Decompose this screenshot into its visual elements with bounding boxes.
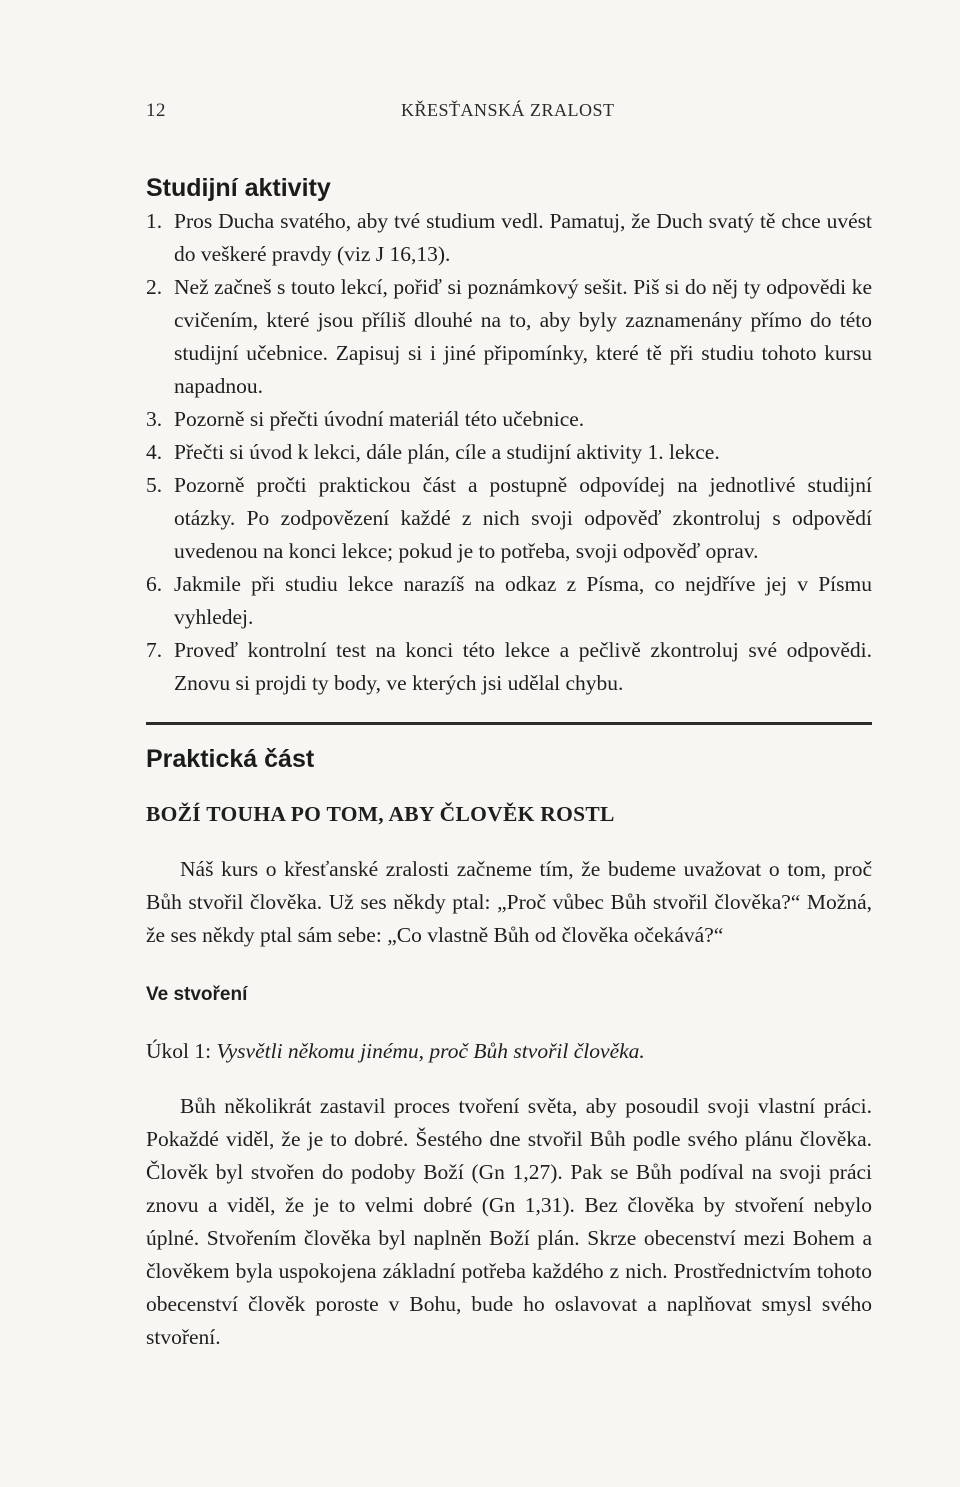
task-label: Úkol 1: [146, 1039, 217, 1063]
page-content [146, 172, 872, 1354]
task-paragraph [146, 1035, 872, 1068]
item-number: 4. [146, 440, 163, 464]
item-number: 6. [146, 572, 163, 596]
item-text: Jakmile při studiu lekce narazíš na odkaz z Písma, co nejdříve jej v Písmu vyhledej. [174, 572, 872, 629]
study-activities-heading: Studijní aktivity [146, 174, 331, 202]
body-paragraph: Bůh několikrát zastavil proces tvoření světa, aby posoudil svoji vlastní práci. Pokaždé viděl, že je to dobré. Šestého dne stvořil Bůh podle svého plánu člověka. Člověk byl stvořen do podoby Boží (Gn 1,27). Pak se Bůh podíval na svoji práci znovu a viděl, že je to velmi dobré (Gn 1,31). Bez člověka by stvoření nebylo úplné. Stvořením člověka byl naplněn Boží plán. Skrze obecenství mezi Bohem a člověkem byla uspokojena základní potřeba každého z nich. Prostřednictvím tohoto obecenství člověk poroste v Bohu, bude ho oslavovat a naplňovat smysl svého stvoření. [146, 1094, 872, 1349]
item-number: 5. [146, 473, 163, 497]
practical-part-heading: Praktická část [146, 745, 315, 773]
subsection-heading: Ve stvoření [146, 984, 248, 1005]
item-text: Proveď kontrolní test na konci této lekce a pečlivě zkontroluj své odpovědi. Znovu si projdi ty body, ve kterých jsi udělal chybu. [174, 638, 872, 695]
chapter-title: BOŽÍ TOUHA PO TOM, ABY ČLOVĚK ROSTL [146, 802, 615, 826]
list-item [146, 568, 872, 634]
running-title: KŘESŤANSKÁ ZRALOST [401, 100, 615, 120]
item-text: Přečti si úvod k lekci, dále plán, cíle a studijní aktivity 1. lekce. [174, 440, 720, 464]
item-text: Než začneš s touto lekcí, pořiď si poznámkový sešit. Piš si do něj ty odpovědi ke cvičením, které jsou příliš dlouhé na to, aby byly zaznamenány přímo do této studijní učebnice. Zapisuj si i jiné připomínky, které tě při studiu tohoto kursu napadnou. [174, 275, 872, 398]
item-text: Pozorně pročti praktickou část a postupně odpovídej na jednotlivé studijní otázky. Po zodpovězení každé z nich svoji odpověď zkontroluj s odpovědí uvedenou na konci lekce; pokud je to potřeba, svoji odpověď oprav. [174, 473, 872, 563]
page-number: 12 [146, 100, 166, 121]
list-item [146, 469, 872, 568]
section-divider [146, 722, 872, 725]
list-item [146, 271, 872, 403]
intro-paragraph: Náš kurs o křesťanské zralosti začneme tím, že budeme uvažovat o tom, proč Bůh stvořil člověka. Už ses někdy ptal: „Proč vůbec Bůh stvořil člověka?“ Možná, že ses někdy ptal sám sebe: „Co vlastně Bůh od člověka očekává?“ [146, 857, 872, 947]
list-item [146, 436, 872, 469]
list-item [146, 634, 872, 700]
item-number: 2. [146, 275, 163, 299]
item-text: Pros Ducha svatého, aby tvé studium vedl. Pamatuj, že Duch svatý tě chce uvést do veškeré pravdy (viz J 16,13). [174, 209, 872, 266]
item-number: 7. [146, 638, 163, 662]
list-item [146, 403, 872, 436]
item-text: Pozorně si přečti úvodní materiál této učebnice. [174, 407, 585, 431]
list-item [146, 205, 872, 271]
study-activities-list [146, 205, 872, 700]
item-number: 3. [146, 407, 163, 431]
task-text: Vysvětli někomu jinému, proč Bůh stvořil člověka. [216, 1039, 645, 1063]
item-number: 1. [146, 209, 163, 233]
